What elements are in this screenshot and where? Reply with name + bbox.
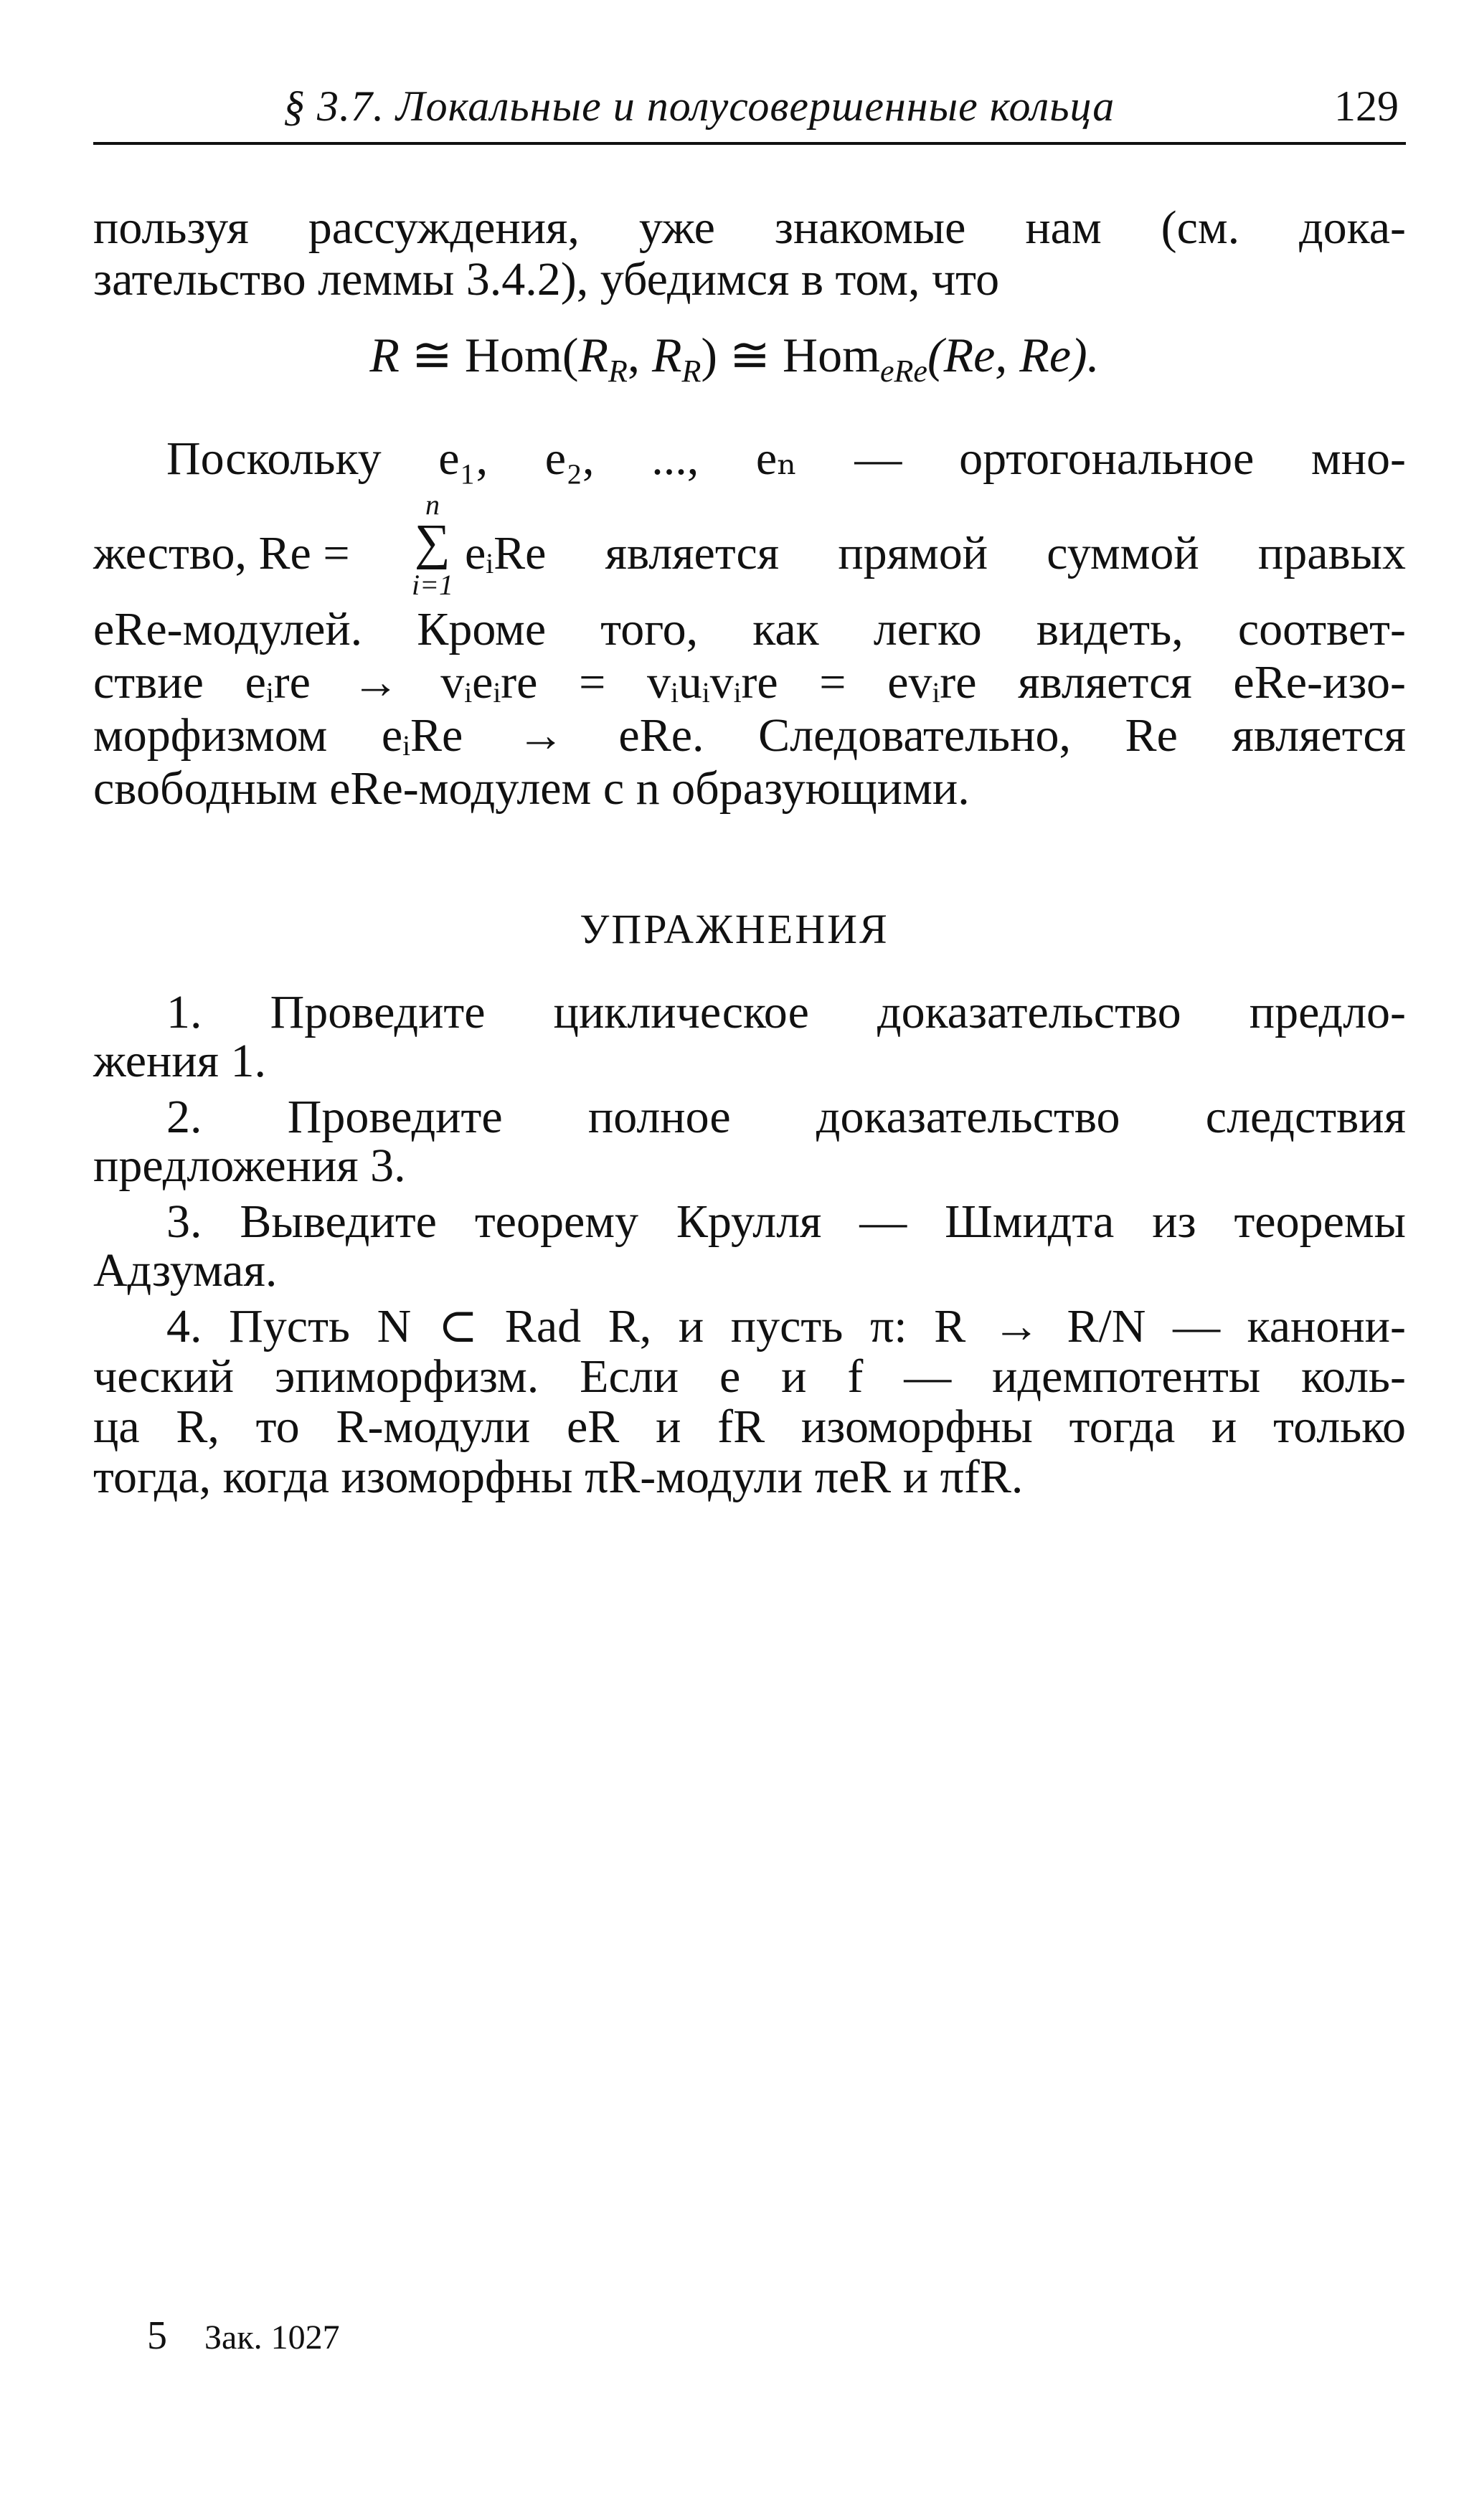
formula-r: R bbox=[369, 328, 400, 382]
exercise-4-line-3: ца R, то R-модули eR и fR изоморфны тогда и только bbox=[93, 1401, 1406, 1453]
formula-hom2: Hom bbox=[783, 328, 880, 382]
running-header bbox=[93, 77, 1406, 145]
page-number: 129 bbox=[1334, 82, 1399, 130]
paragraph-1-line-2: зательство леммы 3.4.2), убедимся в том, что bbox=[93, 253, 1000, 305]
isomorphism-formula: R ≅ $Hom(R_R$, $R_R$) ≅ Hom$_{eRe}$(Re, Re). bbox=[369, 328, 1100, 389]
formula-hom2-args: (Re, Re). bbox=[927, 328, 1100, 382]
formula-iso-symbol: ≅ bbox=[411, 328, 453, 382]
exercise-3-line-2: Адзумая. bbox=[93, 1244, 278, 1297]
exercise-1-line-1: 1. Проведите циклическое доказательство предло- bbox=[166, 986, 1406, 1038]
paragraph-2-line-2a: жество, Re = bbox=[93, 527, 350, 579]
formula-arg-r: R bbox=[578, 328, 609, 382]
sigma-upper-limit: n bbox=[425, 488, 440, 521]
signature-number: 5 bbox=[147, 2313, 167, 2358]
section-title: § 3.7. Локальные и полусовершенные кольца bbox=[283, 82, 1115, 130]
formula-hom2-sub: eRe bbox=[880, 354, 927, 389]
formula-arg-sub2: R bbox=[681, 354, 702, 389]
paragraph-2-line-4: ствие eᵢre → vᵢeᵢre = vᵢuᵢvᵢre = evᵢre является eRe-изо- bbox=[93, 656, 1406, 709]
exercise-4-line-4: тогда, когда изоморфны πR-модули πeR и πfR. bbox=[93, 1451, 1024, 1503]
paragraph-2-line-2b: eᵢRe является прямой суммой правых bbox=[465, 527, 1406, 579]
exercise-2-line-2: предложения 3. bbox=[93, 1140, 406, 1192]
formula-hom: Hom bbox=[464, 328, 562, 382]
formula-close-iso: ) ≅ bbox=[701, 328, 783, 382]
formula-arg-sub: R bbox=[608, 354, 628, 389]
exercises-heading: УПРАЖНЕНИЯ bbox=[580, 906, 889, 952]
exercise-4-line-1: 4. Пусть N ⊂ Rad R, и пусть π: R → R/N — канони- bbox=[166, 1300, 1406, 1353]
paragraph-1-line-1: пользуя рассуждения, уже знакомые нам (см. дока- bbox=[93, 202, 1406, 254]
printer-footer bbox=[147, 2313, 340, 2359]
sigma-symbol: ∑ bbox=[415, 515, 450, 570]
exercise-3-line-1: 3. Выведите теорему Крулля — Шмидта из теоремы bbox=[166, 1195, 1406, 1248]
formula-arg-r2: R bbox=[651, 328, 682, 382]
paragraph-2-line-6: свободным eRe-модулем с n образующими. bbox=[93, 762, 970, 815]
exercise-1-line-2: жения 1. bbox=[93, 1035, 267, 1087]
paragraph-2-line-5: морфизмом eᵢRe → eRe. Следовательно, Re является bbox=[93, 709, 1406, 762]
sigma-lower-limit: i=1 bbox=[411, 569, 454, 601]
exercise-4-line-2: ческий эпиморфизм. Если e и f — идемпотенты коль- bbox=[93, 1350, 1406, 1403]
paragraph-2-line-3: eRe-модулей. Кроме того, как легко видеть, соответ- bbox=[93, 603, 1406, 655]
order-number: Зак. 1027 bbox=[204, 2318, 340, 2356]
paragraph-2-line-1: Поскольку e₁, e₂, ..., eₙ — ортогональное мно- bbox=[166, 432, 1406, 485]
exercise-2-line-1: 2. Проведите полное доказательство следствия bbox=[166, 1091, 1406, 1143]
formula-separator: , bbox=[627, 328, 652, 382]
summation-sign bbox=[407, 488, 458, 617]
